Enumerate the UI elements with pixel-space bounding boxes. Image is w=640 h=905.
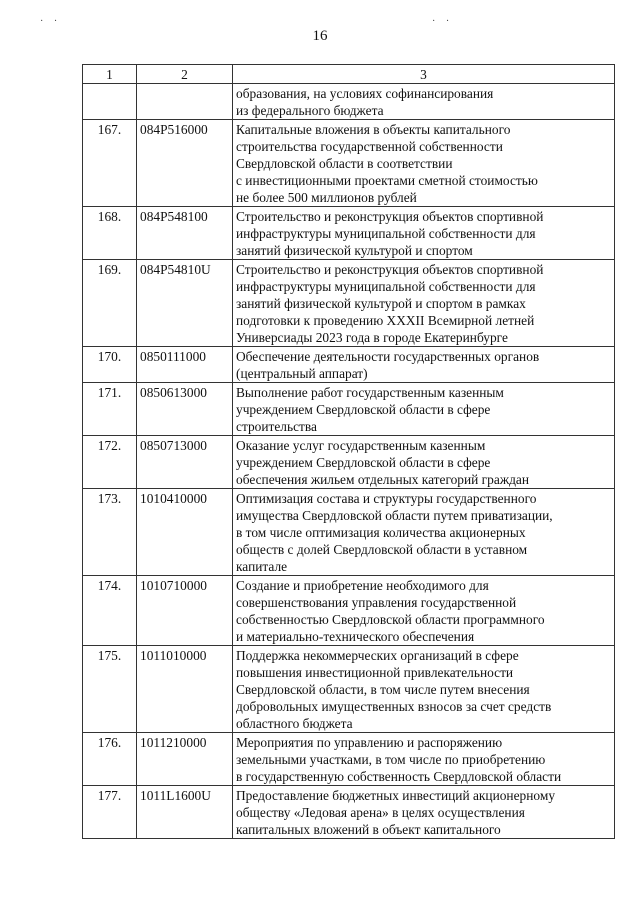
column-header-3: 3: [233, 65, 615, 84]
row-description: [233, 436, 615, 489]
description-line: учреждением Свердловской области в сфере: [236, 402, 491, 417]
description-line: с инвестиционными проектами сметной стоимостью: [236, 173, 538, 188]
description-line: Универсиады 2023 года в городе Екатеринбурге: [236, 330, 508, 345]
table-row: [83, 120, 615, 207]
table-row: [83, 576, 615, 646]
table-row: [83, 733, 615, 786]
budget-code: 1010710000: [137, 576, 233, 646]
description-line: капитальных вложений в объект капитального: [236, 822, 501, 837]
budget-table: [82, 64, 615, 839]
scan-mark-right: · ·: [432, 16, 454, 27]
description-line: областного бюджета: [236, 716, 353, 731]
description-line: Строительство и реконструкция объектов спортивной: [236, 262, 544, 277]
description-line: Мероприятия по управлению и распоряжению: [236, 735, 503, 750]
description-line: совершенствования управления государственной: [236, 595, 517, 610]
description-line: из федерального бюджета: [236, 103, 384, 118]
description-line: повышения инвестиционной привлекательности: [236, 665, 514, 680]
row-number: 172.: [83, 436, 137, 489]
table-row: [83, 347, 615, 383]
row-description: [233, 786, 615, 839]
description-line: Предоставление бюджетных инвестиций акционерному: [236, 788, 556, 803]
table-row: [83, 436, 615, 489]
row-description: [233, 207, 615, 260]
row-description: [233, 260, 615, 347]
row-number: [83, 84, 137, 120]
description-line: Свердловской области, в том числе путем внесения: [236, 682, 530, 697]
row-description: [233, 120, 615, 207]
description-line: Поддержка некоммерческих организаций в сфере: [236, 648, 519, 663]
description-line: занятий физической культурой и спортом: [236, 243, 473, 258]
description-line: Обеспечение деятельности государственных органов: [236, 349, 540, 364]
description-line: образования, на условиях софинансирования: [236, 86, 494, 101]
budget-code: 084P516000: [137, 120, 233, 207]
description-line: Оптимизация состава и структуры государственного: [236, 491, 537, 506]
description-line: Создание и приобретение необходимого для: [236, 578, 489, 593]
row-description: [233, 84, 615, 120]
description-line: обществ с долей Свердловской области в уставном: [236, 542, 528, 557]
description-line: не более 500 миллионов рублей: [236, 190, 417, 205]
table-row: [83, 786, 615, 839]
description-line: занятий физической культурой и спортом в рамках: [236, 296, 526, 311]
description-line: обществу «Ледовая арена» в целях осуществления: [236, 805, 525, 820]
row-number: 168.: [83, 207, 137, 260]
budget-code: 1011210000: [137, 733, 233, 786]
budget-code: 0850713000: [137, 436, 233, 489]
row-number: 177.: [83, 786, 137, 839]
table-row: [83, 207, 615, 260]
description-line: Выполнение работ государственным казенным: [236, 385, 504, 400]
row-number: 173.: [83, 489, 137, 576]
budget-code: 1011L1600U: [137, 786, 233, 839]
row-description: [233, 733, 615, 786]
description-line: имущества Свердловской области путем приватизации,: [236, 508, 553, 523]
table-row: [83, 260, 615, 347]
description-line: (центральный аппарат): [236, 366, 368, 381]
budget-code: [137, 84, 233, 120]
description-line: в государственную собственность Свердловской области: [236, 769, 562, 784]
row-number: 171.: [83, 383, 137, 436]
scan-mark-left: · ·: [40, 16, 62, 27]
row-description: [233, 489, 615, 576]
description-line: инфраструктуры муниципальной собственности для: [236, 279, 536, 294]
column-header-2: 2: [137, 65, 233, 84]
budget-code: 084P548100: [137, 207, 233, 260]
description-line: капитале: [236, 559, 288, 574]
budget-code: 084P54810U: [137, 260, 233, 347]
description-line: подготовки к проведению XXXII Всемирной летней: [236, 313, 535, 328]
description-line: Свердловской области в соответствии: [236, 156, 453, 171]
row-number: 170.: [83, 347, 137, 383]
description-line: инфраструктуры муниципальной собственности для: [236, 226, 536, 241]
table-header-row: [83, 65, 615, 84]
row-description: [233, 347, 615, 383]
page-number: 16: [312, 28, 328, 44]
description-line: обеспечения жильем отдельных категорий граждан: [236, 472, 529, 487]
budget-code: 1010410000: [137, 489, 233, 576]
table-row: [83, 383, 615, 436]
description-line: добровольных имущественных взносов за счет средств: [236, 699, 552, 714]
row-number: 176.: [83, 733, 137, 786]
row-description: [233, 383, 615, 436]
row-number: 175.: [83, 646, 137, 733]
description-line: в том числе оптимизация количества акционерных: [236, 525, 526, 540]
row-description: [233, 646, 615, 733]
description-line: Строительство и реконструкция объектов спортивной: [236, 209, 544, 224]
budget-code: 0850613000: [137, 383, 233, 436]
column-header-1: 1: [83, 65, 137, 84]
table-row: [83, 84, 615, 120]
description-line: земельными участками, в том числе по приобретению: [236, 752, 546, 767]
description-line: учреждением Свердловской области в сфере: [236, 455, 491, 470]
row-description: [233, 576, 615, 646]
description-line: собственностью Свердловской области программного: [236, 612, 545, 627]
table-body: [83, 84, 615, 839]
row-number: 167.: [83, 120, 137, 207]
budget-code: 0850111000: [137, 347, 233, 383]
row-number: 174.: [83, 576, 137, 646]
budget-code: 1011010000: [137, 646, 233, 733]
table-row: [83, 646, 615, 733]
description-line: и материально-технического обеспечения: [236, 629, 475, 644]
row-number: 169.: [83, 260, 137, 347]
description-line: строительства: [236, 419, 317, 434]
description-line: строительства государственной собственности: [236, 139, 503, 154]
description-line: Оказание услуг государственным казенным: [236, 438, 486, 453]
table-row: [83, 489, 615, 576]
description-line: Капитальные вложения в объекты капитального: [236, 122, 511, 137]
